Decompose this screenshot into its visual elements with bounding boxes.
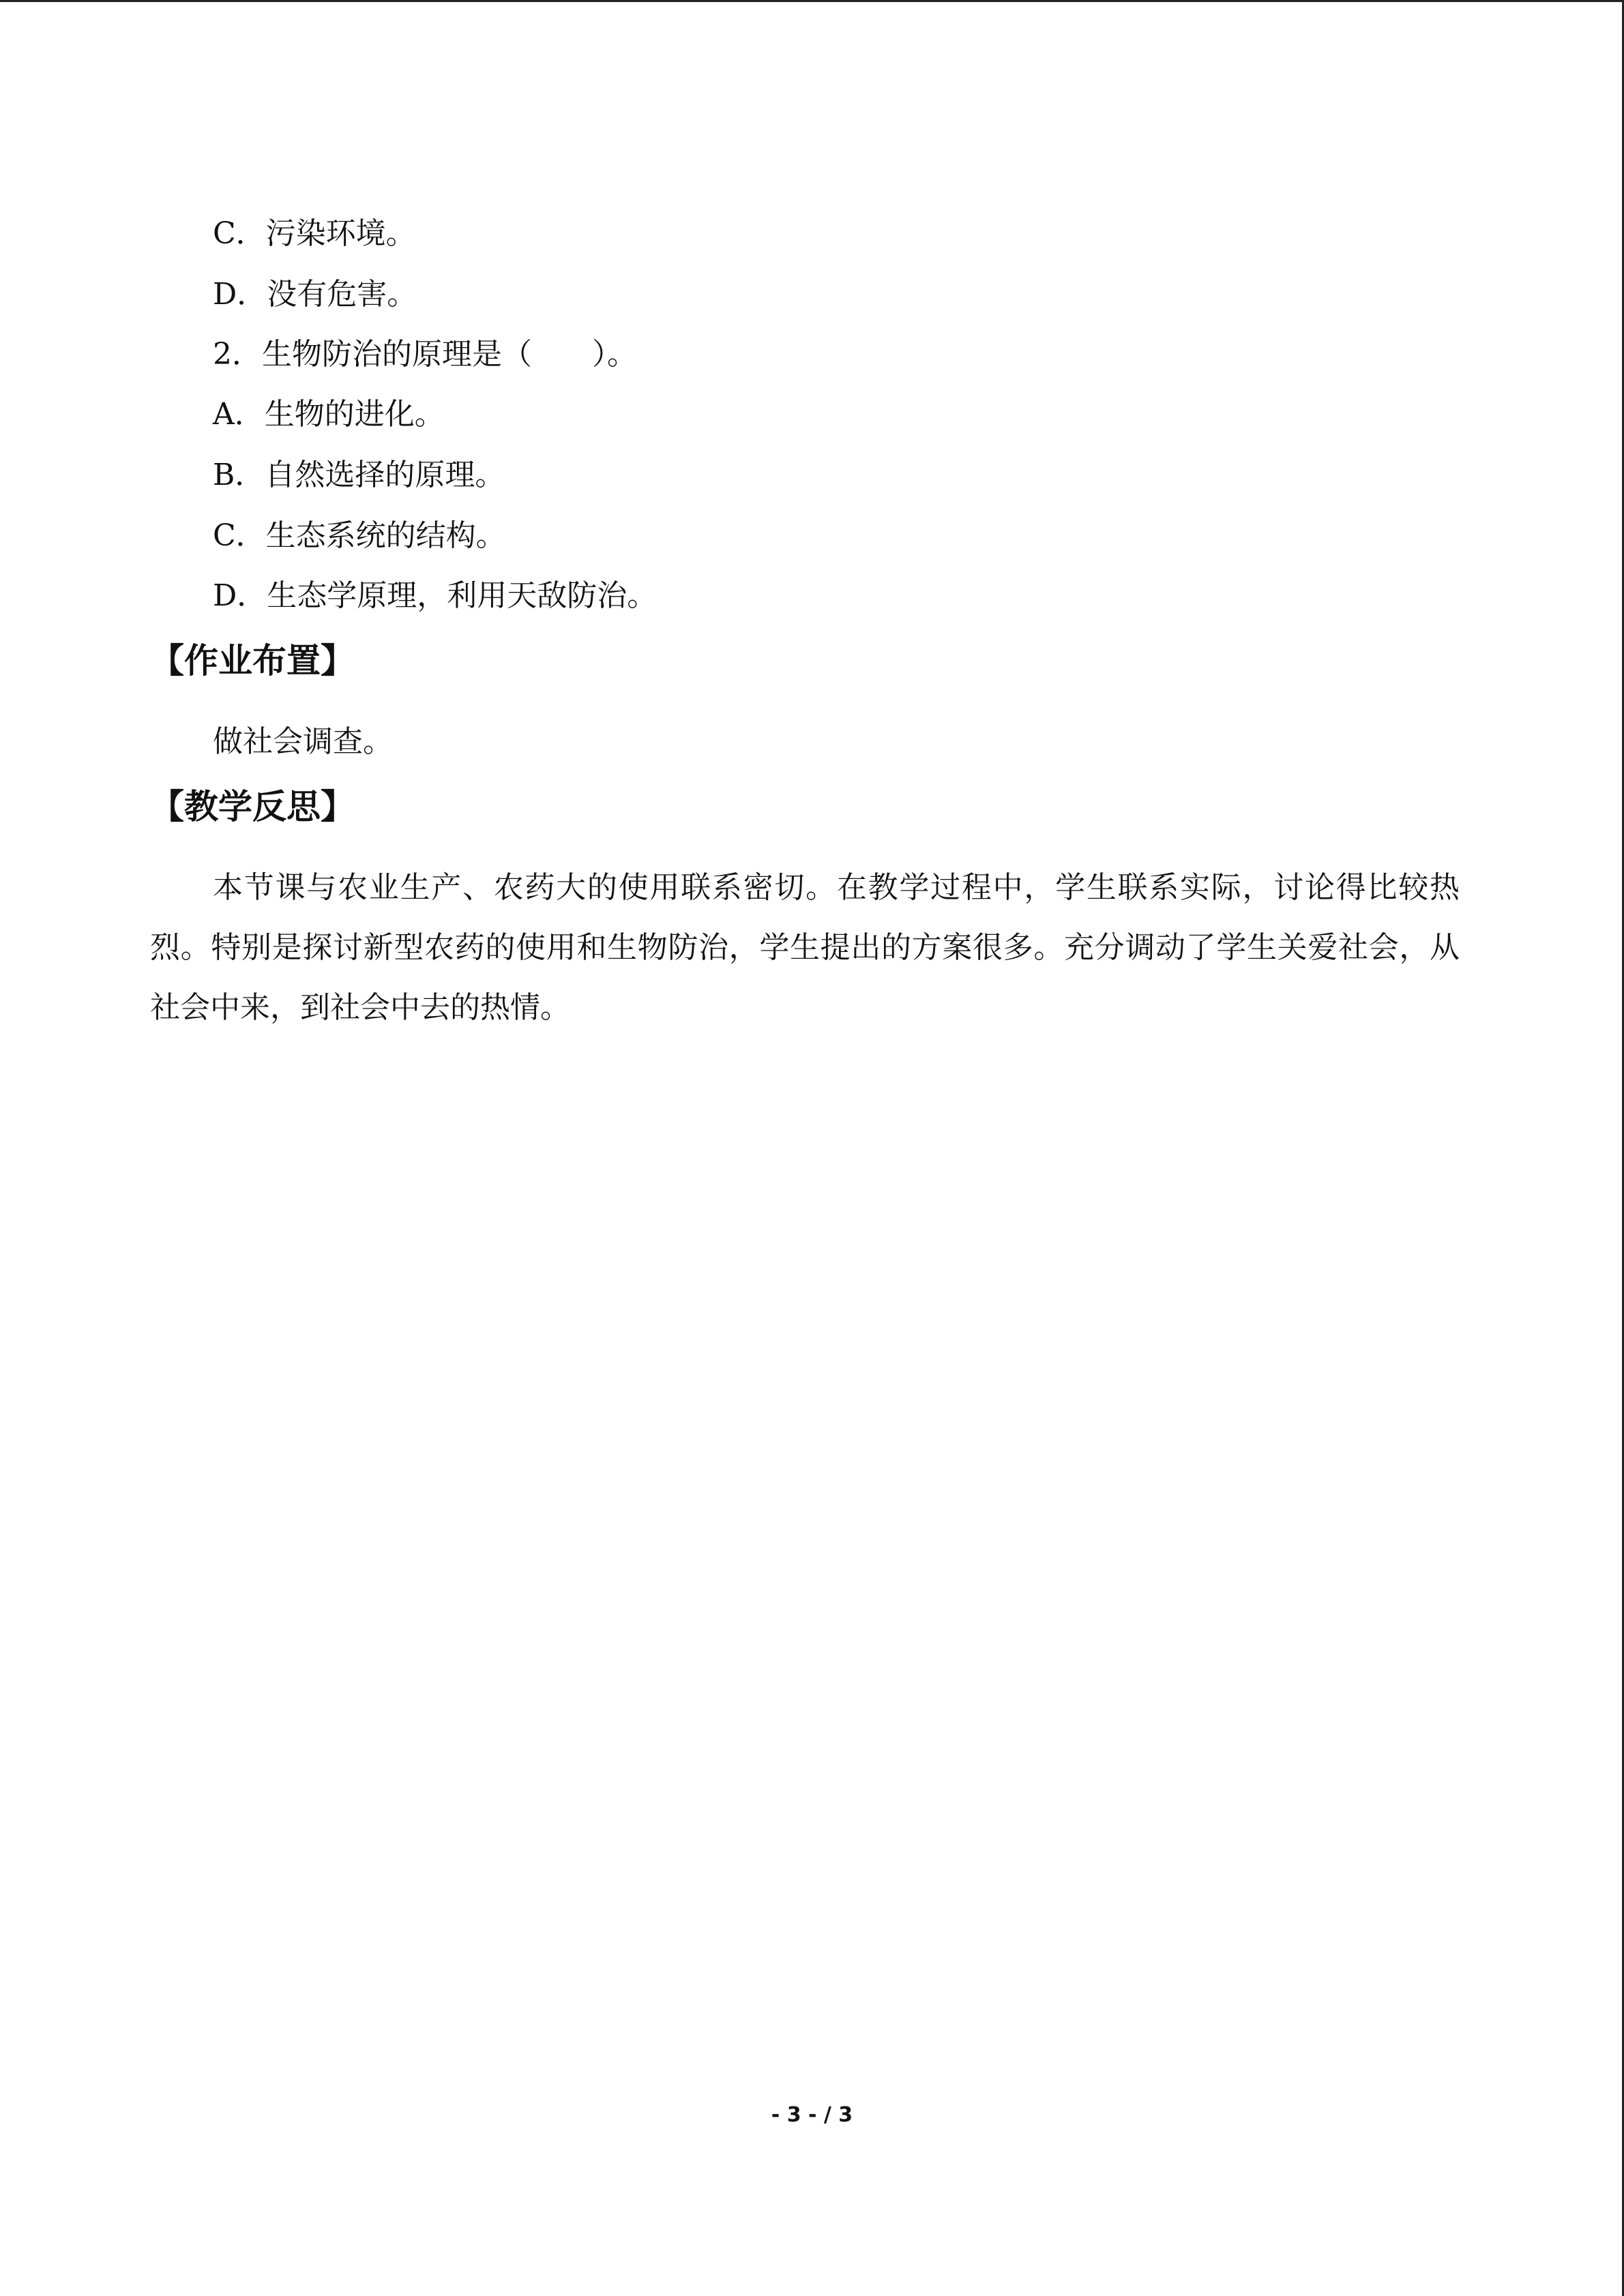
page-number: - 3 - / 3 [771,2103,853,2127]
q1-option-c: C．污染环境。 [213,216,416,251]
homework-heading: 【作业布置】 [150,641,355,681]
q2-option-b: B．自然选择的原理。 [213,458,505,492]
q2-stem: 2．生物防治的原理是（ ）。 [213,337,637,372]
q2-option-c: C．生态系统的结构。 [213,518,506,553]
q2-option-d: D．生态学原理，利用天敌防治。 [213,578,658,613]
reflection-heading: 【教学反思】 [150,787,355,826]
reflection-paragraph: 本节课与农业生产、农药大的使用联系密切。在教学过程中，学生联系实际，讨论得比较热烈。特别是探讨新型农药的使用和生物防治，学生提出的方案很多。充分调动了学生关爱社会，从社会中来，到社会中去的热情。 [150,870,1460,1025]
homework-content: 做社会调查。 [213,724,393,759]
q2-option-a: A．生物的进化。 [213,397,445,432]
q1-option-d: D．没有危害。 [213,277,417,312]
page-top-border [0,0,1624,2]
